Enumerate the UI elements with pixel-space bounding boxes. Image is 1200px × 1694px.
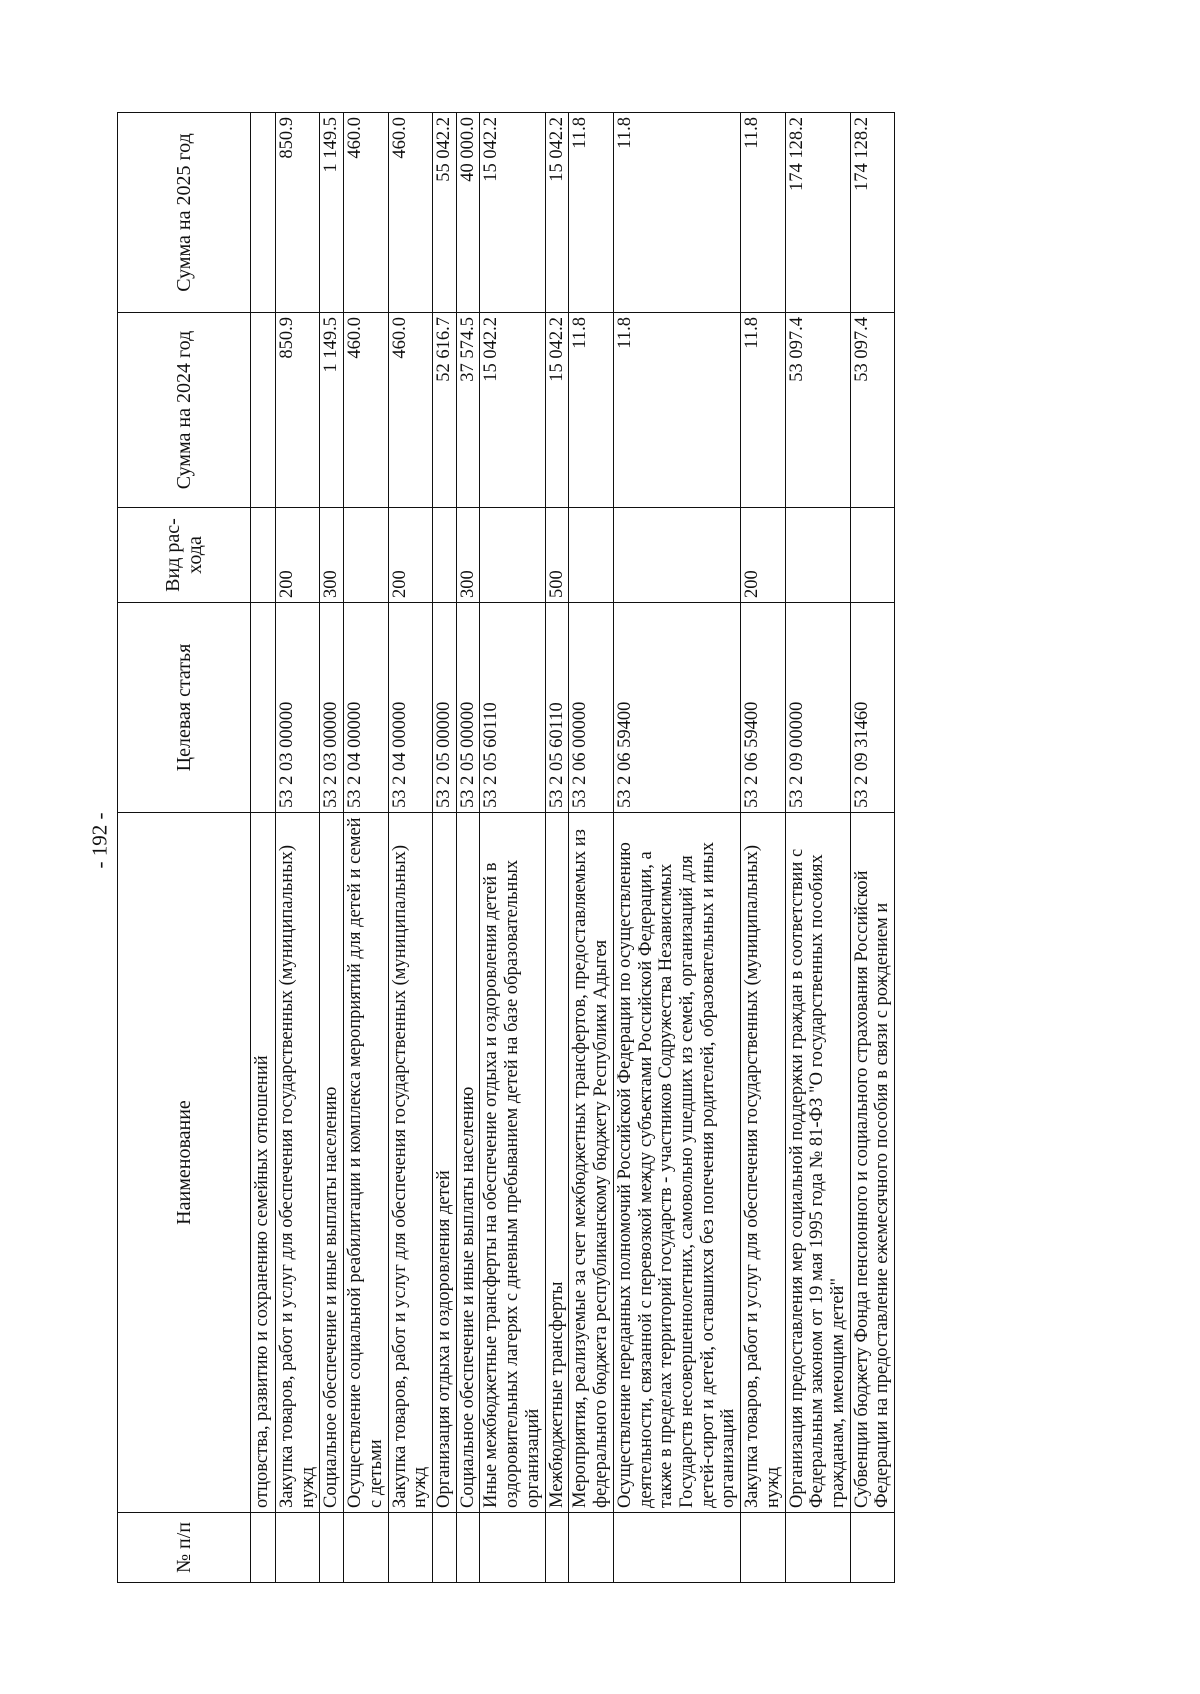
cell-no (320, 1513, 344, 1583)
cell-no (276, 1513, 320, 1583)
cell-no (251, 1513, 276, 1583)
cell-sum-2025: 40 000.0 (456, 113, 480, 313)
table-header-row (118, 113, 251, 1583)
table-row (344, 113, 388, 1583)
budget-table (117, 112, 895, 1583)
cell-sum-2025: 1 149.5 (320, 113, 344, 313)
table-row (785, 113, 850, 1583)
table-row (545, 113, 569, 1583)
cell-name: Закупка товаров, работ и услуг для обеспечения государственных (муниципальных) нужд (388, 813, 432, 1513)
cell-target: 53 2 06 00000 (569, 603, 613, 813)
cell-no (850, 1513, 894, 1583)
page-number: - 192 - (87, 812, 112, 869)
cell-sum-2024: 52 616.7 (433, 313, 457, 508)
cell-sum-2025: 460.0 (344, 113, 388, 313)
cell-target: 53 2 04 00000 (388, 603, 432, 813)
cell-sum-2025: 55 042.2 (433, 113, 457, 313)
cell-name: Организация предоставления мер социальной поддержки граждан в соответствии с Федеральным законом от 19 мая 1995 года № 81-ФЗ "О государственных пособиях гражданам, имеющим детей" (785, 813, 850, 1513)
cell-target: 53 2 05 60110 (545, 603, 569, 813)
cell-no (569, 1513, 613, 1583)
cell-name: Осуществление социальной реабилитации и комплекса мероприятий для детей и семей с детьми (344, 813, 388, 1513)
cell-target: 53 2 05 00000 (433, 603, 457, 813)
cell-type: 500 (545, 508, 569, 603)
cell-no (344, 1513, 388, 1583)
cell-target: 53 2 09 00000 (785, 603, 850, 813)
table-row (569, 113, 613, 1583)
cell-sum-2024: 850.9 (276, 313, 320, 508)
cell-type (344, 508, 388, 603)
cell-name: Закупка товаров, работ и услуг для обеспечения государственных (муниципальных) нужд (276, 813, 320, 1513)
cell-type (433, 508, 457, 603)
cell-name: отцовства, развитию и сохранению семейных отношений (251, 813, 276, 1513)
cell-type (251, 508, 276, 603)
cell-sum-2024: 11.8 (741, 313, 785, 508)
cell-sum-2024: 37 574.5 (456, 313, 480, 508)
cell-sum-2024: 15 042.2 (480, 313, 545, 508)
cell-type (785, 508, 850, 603)
cell-sum-2025: 850.9 (276, 113, 320, 313)
cell-sum-2024: 53 097.4 (850, 313, 894, 508)
header-type: Вид рас-хода (118, 508, 251, 603)
cell-type: 200 (388, 508, 432, 603)
cell-sum-2025: 15 042.2 (480, 113, 545, 313)
cell-sum-2024: 460.0 (388, 313, 432, 508)
table-row (388, 113, 432, 1583)
table-row (613, 113, 740, 1583)
cell-name: Осуществление переданных полномочий Российской Федерации по осуществлению деятельности, связанной с перевозкой между субъектами Российской Федерации, а также в пределах территорий государств - участников Содружества Независимых Государств несовершеннолетних, самовольно ушедших из семей, организаций для детей-сирот и детей, оставшихся без попечения родителей, образовательных и иных организаций (613, 813, 740, 1513)
table-row (320, 113, 344, 1583)
cell-target (251, 603, 276, 813)
cell-name: Иные межбюджетные трансферты на обеспечение отдыха и оздоровления детей в оздоровительных лагерях с дневным пребыванием детей на базе образовательных организаций (480, 813, 545, 1513)
header-no: № п/п (118, 1513, 251, 1583)
cell-sum-2025: 174 128.2 (785, 113, 850, 313)
table-row (850, 113, 894, 1583)
cell-sum-2024 (251, 313, 276, 508)
cell-target: 53 2 04 00000 (344, 603, 388, 813)
table-row (251, 113, 276, 1583)
cell-target: 53 2 05 60110 (480, 603, 545, 813)
header-name: Наименование (118, 813, 251, 1513)
cell-sum-2024: 1 149.5 (320, 313, 344, 508)
budget-table-sheet (117, 113, 997, 1583)
cell-sum-2025: 11.8 (741, 113, 785, 313)
cell-type (569, 508, 613, 603)
cell-sum-2025 (251, 113, 276, 313)
cell-type: 200 (741, 508, 785, 603)
cell-target: 53 2 05 00000 (456, 603, 480, 813)
table-row (456, 113, 480, 1583)
cell-target: 53 2 09 31460 (850, 603, 894, 813)
cell-target: 53 2 06 59400 (741, 603, 785, 813)
cell-sum-2025: 15 042.2 (545, 113, 569, 313)
cell-no (456, 1513, 480, 1583)
cell-type (480, 508, 545, 603)
cell-type: 200 (276, 508, 320, 603)
cell-sum-2024: 11.8 (613, 313, 740, 508)
cell-type: 300 (456, 508, 480, 603)
header-sum-2025: Сумма на 2025 год (118, 113, 251, 313)
cell-no (741, 1513, 785, 1583)
cell-no (785, 1513, 850, 1583)
cell-name: Социальное обеспечение и иные выплаты населению (456, 813, 480, 1513)
cell-sum-2024: 11.8 (569, 313, 613, 508)
cell-type (850, 508, 894, 603)
table-row (276, 113, 320, 1583)
table-row (741, 113, 785, 1583)
cell-name: Субвенции бюджету Фонда пенсионного и социального страхования Российской Федерации на предоставление ежемесячного пособия в связи с рождением и (850, 813, 894, 1513)
cell-sum-2024: 15 042.2 (545, 313, 569, 508)
header-sum-2024: Сумма на 2024 год (118, 313, 251, 508)
cell-target: 53 2 03 00000 (276, 603, 320, 813)
cell-name: Межбюджетные трансферты (545, 813, 569, 1513)
cell-no (545, 1513, 569, 1583)
cell-type: 300 (320, 508, 344, 603)
cell-name: Организация отдыха и оздоровления детей (433, 813, 457, 1513)
cell-name: Закупка товаров, работ и услуг для обеспечения государственных (муниципальных) нужд (741, 813, 785, 1513)
cell-sum-2025: 11.8 (613, 113, 740, 313)
table-row (433, 113, 457, 1583)
cell-name: Социальное обеспечение и иные выплаты населению (320, 813, 344, 1513)
cell-no (433, 1513, 457, 1583)
cell-no (613, 1513, 740, 1583)
cell-target: 53 2 06 59400 (613, 603, 740, 813)
cell-type (613, 508, 740, 603)
header-target: Целевая статья (118, 603, 251, 813)
cell-sum-2024: 53 097.4 (785, 313, 850, 508)
cell-no (388, 1513, 432, 1583)
cell-no (480, 1513, 545, 1583)
cell-sum-2025: 174 128.2 (850, 113, 894, 313)
table-row (480, 113, 545, 1583)
cell-target: 53 2 03 00000 (320, 603, 344, 813)
cell-sum-2025: 11.8 (569, 113, 613, 313)
cell-name: Мероприятия, реализуемые за счет межбюджетных трансфертов, предоставляемых из федерального бюджета республиканскому бюджету Республики Адыгея (569, 813, 613, 1513)
cell-sum-2025: 460.0 (388, 113, 432, 313)
table-body (251, 113, 895, 1583)
cell-sum-2024: 460.0 (344, 313, 388, 508)
